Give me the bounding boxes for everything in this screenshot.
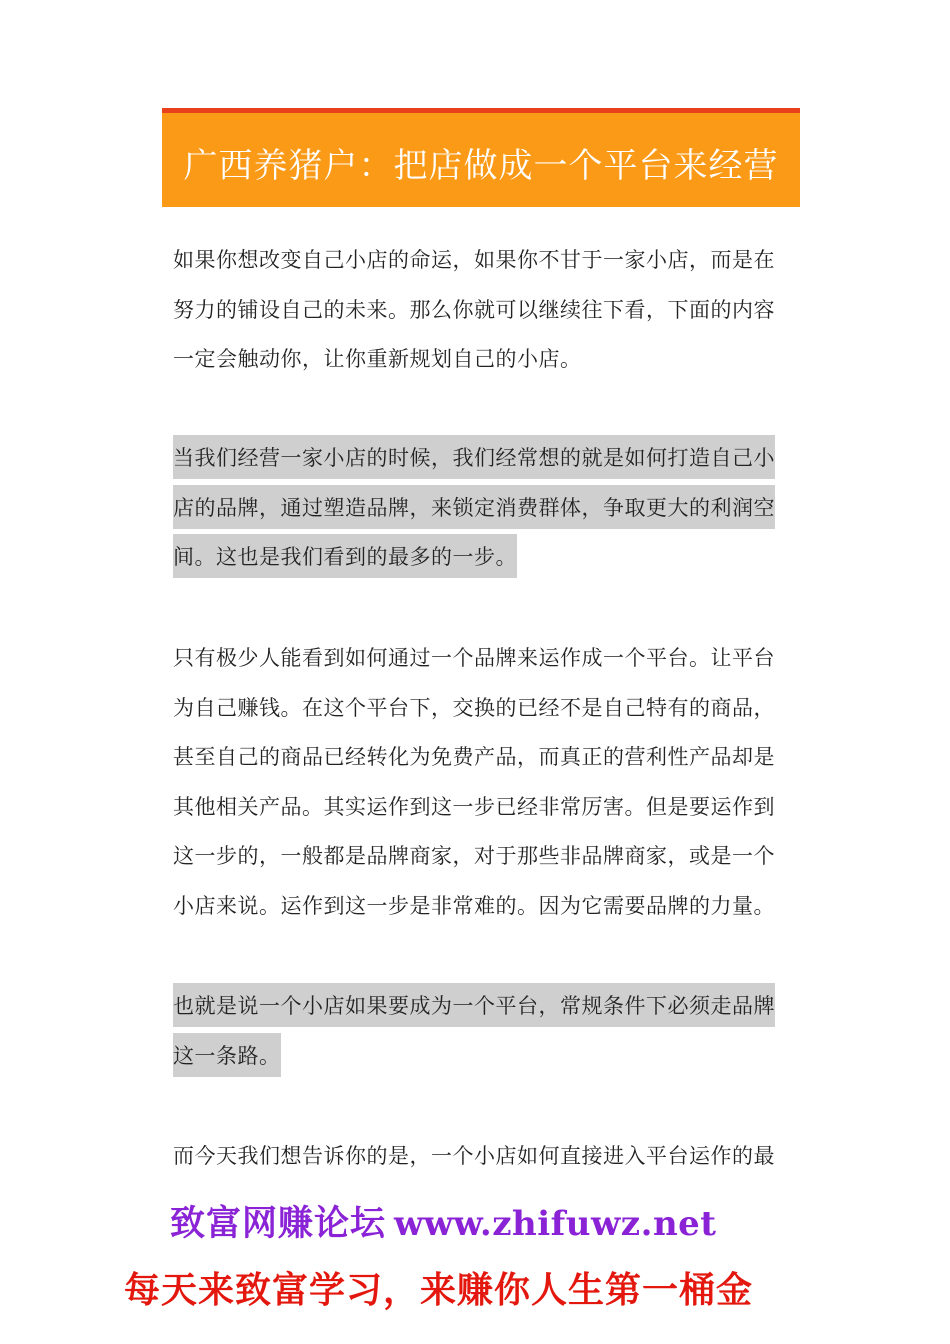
paragraph-highlighted-conclusion bbox=[173, 982, 793, 1081]
forum-url[interactable]: www.zhifuwz.net bbox=[394, 1204, 717, 1244]
paragraph-truncated: 而今天我们想告诉你的是，一个小店如何直接进入平台运作的最 bbox=[173, 1144, 775, 1168]
highlighted-text: 也就是说一个小店如果要成为一个平台，常规条件下必须走品牌这一条路。 bbox=[173, 983, 775, 1077]
forum-name: 致富网赚论坛 bbox=[170, 1203, 387, 1244]
paragraph-intro: 如果你想改变自己小店的命运，如果你不甘于一家小店，而是在努力的铺设自己的未来。那么你就可以继续往下看，下面的内容一定会触动你，让你重新规划自己的小店。 bbox=[173, 248, 775, 372]
page-title: 广西养猪户：把店做成一个平台来经营 bbox=[183, 146, 779, 186]
highlighted-text: 当我们经营一家小店的时候，我们经常想的就是如何打造自己小店的品牌，通过塑造品牌，来锁定消费群体，争取更大的利润空间。这也是我们看到的最多的一步。 bbox=[173, 435, 775, 578]
title-banner bbox=[162, 108, 800, 207]
paragraph-highlighted-brand bbox=[173, 434, 793, 583]
footer-watermark bbox=[170, 1196, 717, 1246]
footer-slogan: 每天来致富学习，来赚你人生第一桶金 bbox=[124, 1269, 754, 1311]
paragraph-platform: 只有极少人能看到如何通过一个品牌来运作成一个平台。让平台为自己赚钱。在这个平台下，交换的已经不是自己特有的商品，甚至自己的商品已经转化为免费产品，而真正的营利性产品却是其他相关产品。其实运作到这一步已经非常厉害。但是要运作到这一步的，一般都是品牌商家，对于那些非品牌商家，或是一个小店来说。运作到这一步是非常难的。因为它需要品牌的力量。 bbox=[173, 646, 775, 918]
